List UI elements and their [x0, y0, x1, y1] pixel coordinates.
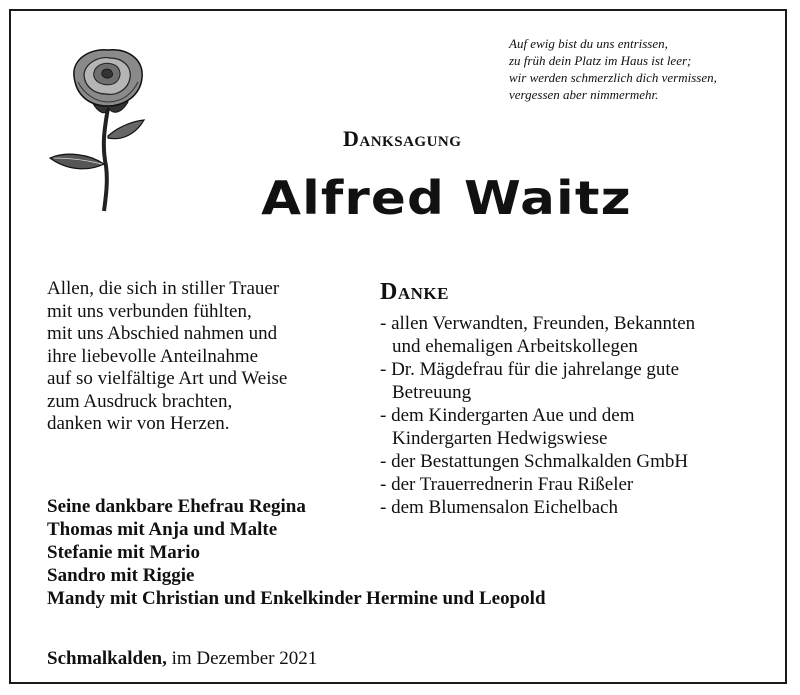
danke-item: - allen Verwandten, Freunden, Bekannten	[380, 313, 696, 334]
thanks-line: Allen, die sich in stiller Trauer	[47, 278, 280, 299]
thanks-line: mit uns Abschied nahmen und	[47, 323, 278, 344]
danke-heading: Danke	[380, 279, 449, 305]
danke-item: - der Bestattungen Schmalkalden GmbH	[380, 451, 689, 472]
poem-line: wir werden schmerzlich dich vermissen,	[509, 70, 717, 85]
danke-item: - der Trauerrednerin Frau Rißeler	[380, 474, 634, 495]
thanks-line: mit uns verbunden fühlten,	[47, 300, 252, 322]
family-line: Stefanie mit Mario	[47, 542, 201, 563]
thanks-line: auf so vielfältige Art und Weise	[47, 368, 288, 389]
poem-line: vergessen aber nimmermehr.	[509, 87, 659, 102]
danke-item-continuation: und ehemaligen Arbeitskollegen	[392, 336, 638, 357]
thanks-line: ihre liebevolle Anteilnahme	[47, 345, 259, 367]
place: Schmalkalden,	[47, 648, 167, 669]
danke-item-continuation: Kindergarten Hedwigswiese	[392, 428, 608, 449]
family-line: Mandy mit Christian und Enkelkinder Hermine und Leopold	[47, 588, 546, 609]
danke-item: - dem Blumensalon Eichelbach	[380, 497, 618, 518]
thanks-paragraph	[47, 278, 287, 436]
family-line: Seine dankbare Ehefrau Regina	[47, 496, 306, 517]
thanks-line: danken wir von Herzen.	[47, 413, 230, 434]
place-date	[47, 648, 317, 670]
date: im Dezember 2021	[171, 648, 318, 669]
deceased-name: Alfred Waitz	[261, 171, 632, 225]
poem-line: Auf ewig bist du uns entrissen,	[509, 36, 668, 51]
poem-line: zu früh dein Platz im Haus ist leer;	[509, 53, 692, 68]
danke-item: - Dr. Mägdefrau für die jahrelange gute	[380, 359, 680, 380]
family-signatures	[47, 495, 546, 610]
danke-item: - dem Kindergarten Aue und dem	[380, 405, 635, 426]
rose-icon	[44, 46, 164, 216]
family-line: Thomas mit Anja und Malte	[47, 519, 278, 540]
danksagung-heading: Danksagung	[343, 126, 462, 151]
danke-list	[380, 312, 695, 519]
memorial-poem	[509, 35, 779, 103]
danke-item-continuation: Betreuung	[392, 382, 472, 403]
family-line: Sandro mit Riggie	[47, 565, 195, 586]
thanks-line: zum Ausdruck brachten,	[47, 390, 233, 412]
